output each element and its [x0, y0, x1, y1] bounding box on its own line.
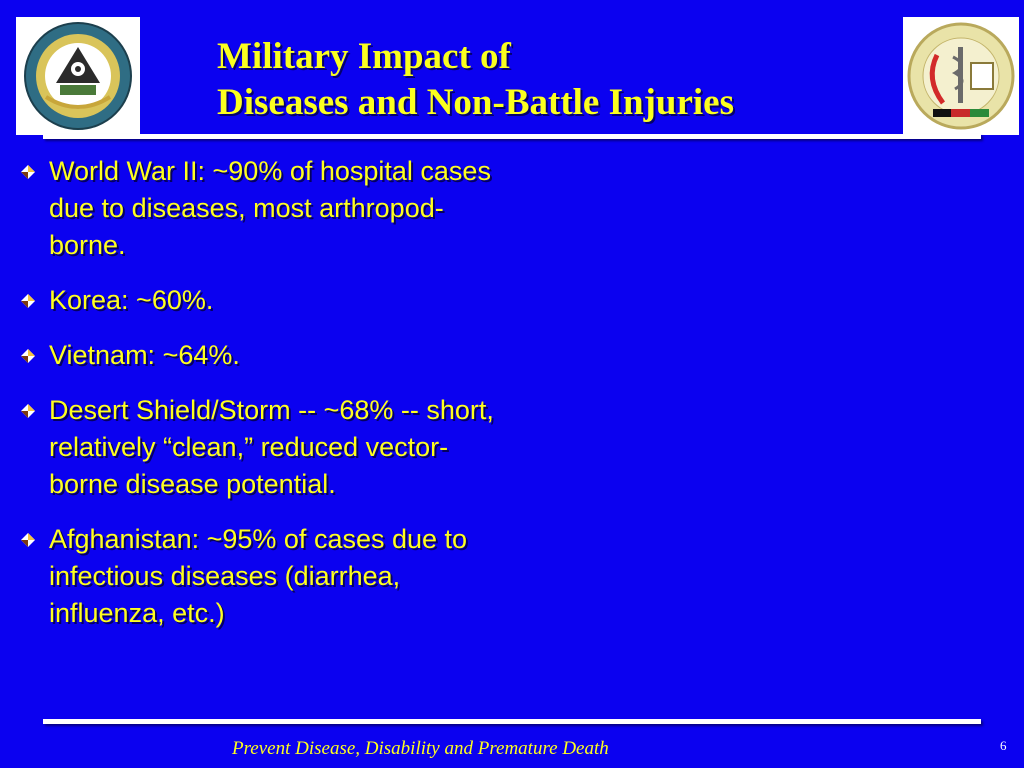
bullet-item-desert-storm — [18, 392, 498, 503]
title-line-2: Diseases and Non-Battle Injuries — [217, 82, 734, 123]
bullet-text: Desert Shield/Storm -- ~68% -- short, relatively “clean,” reduced vector-borne disease potential. — [49, 395, 494, 499]
slide-title — [217, 34, 897, 126]
page-number: 6 — [1000, 738, 1007, 753]
bullet-item-vietnam — [18, 337, 498, 374]
diamond-bullet-icon — [21, 404, 35, 418]
footer-slogan: Prevent Disease, Disability and Premature Death — [232, 738, 609, 759]
diamond-bullet-icon — [21, 349, 35, 363]
ministry-of-defense-seal-logo — [16, 17, 140, 135]
bullet-text: World War II: ~90% of hospital cases due to diseases, most arthropod-borne. — [49, 156, 491, 260]
bottom-divider — [43, 719, 981, 724]
diamond-bullet-icon — [21, 533, 35, 547]
title-line-1: Military Impact of — [217, 36, 511, 77]
bullet-item-korea — [18, 282, 498, 319]
diamond-bullet-icon — [21, 294, 35, 308]
bullet-item-afghanistan — [18, 521, 498, 632]
bullet-item-ww2 — [18, 153, 498, 264]
medical-university-seal-logo — [903, 17, 1019, 135]
bullet-text: Vietnam: ~64%. — [49, 340, 240, 370]
bullet-text: Korea: ~60%. — [49, 285, 214, 315]
medical-seal-icon — [903, 17, 1019, 135]
bullet-text: Afghanistan: ~95% of cases due to infectious diseases (diarrhea, influenza, etc.) — [49, 524, 468, 628]
bullet-list — [18, 153, 498, 650]
top-divider — [43, 134, 981, 139]
ministry-seal-icon — [16, 17, 140, 135]
diamond-bullet-icon — [21, 165, 35, 179]
